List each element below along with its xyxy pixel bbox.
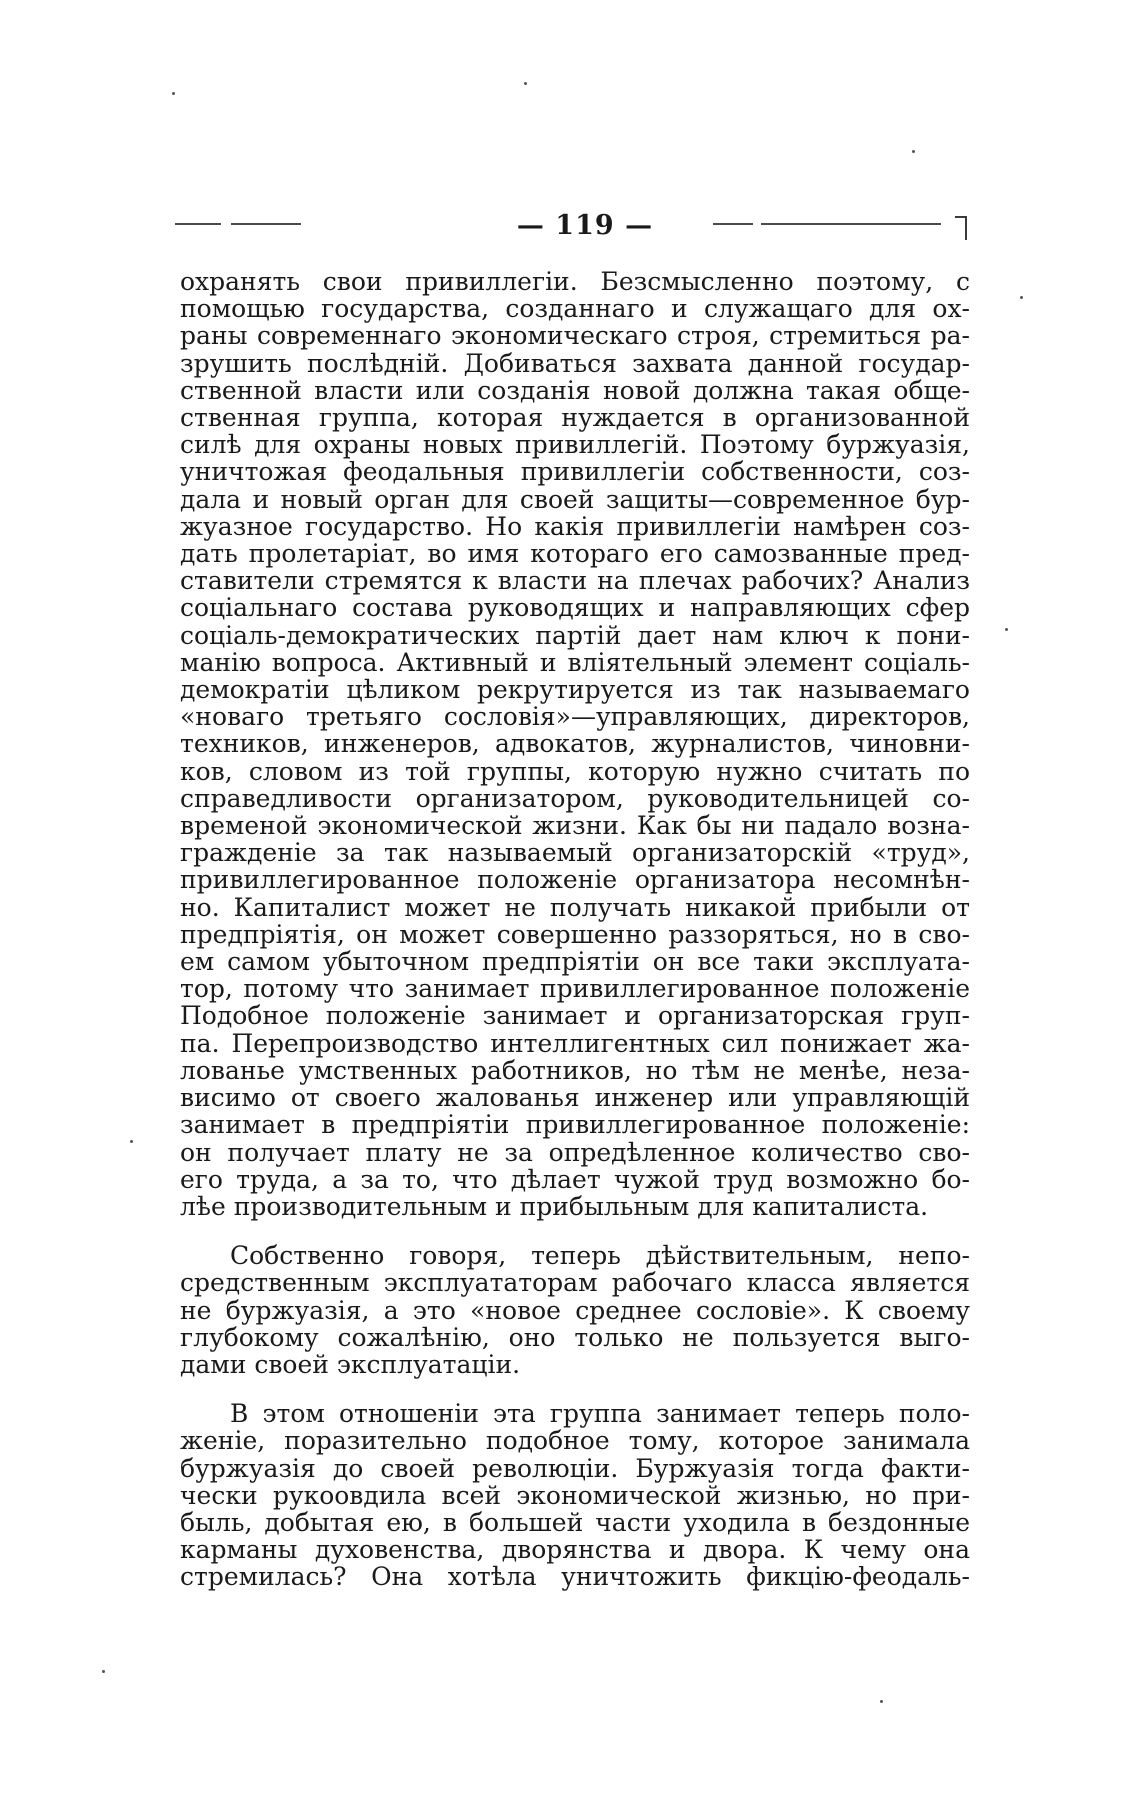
text-line: манію вопроса. Активный и вліятельный элемент соціаль- [180, 647, 970, 677]
header-rule-right [761, 223, 941, 225]
page-number: — 119 — [516, 210, 654, 241]
text-line: предпріятія, он может совершенно раззоряться, но в сво- [180, 919, 970, 949]
text-line: висимо от своего жалованья инженер или управляющій [180, 1083, 970, 1113]
text-line: лованье умственных работников, но тѣм не менѣе, неза- [180, 1055, 970, 1085]
text-line: «новаго третьяго сословія»—управляющих, директоров, [180, 702, 970, 732]
print-speck [912, 150, 915, 153]
running-header [175, 210, 975, 250]
print-speck [172, 92, 175, 95]
text-line: привиллегированное положеніе организатора несомнѣн- [180, 865, 970, 895]
paragraph-gap [180, 1220, 970, 1242]
print-speck [1020, 296, 1023, 299]
header-rule-left [231, 223, 301, 225]
paragraph-1 [180, 268, 970, 1220]
text-line: демократіи цѣликом рекрутируется из так называемаго [180, 675, 970, 705]
print-speck [1005, 628, 1008, 631]
text-line: не буржуазія, а это «новое среднее сословіе». К своему [180, 1295, 970, 1325]
text-line: па. Перепроизводство интеллигентных сил понижает жа- [180, 1028, 970, 1058]
text-line: раны современнаго экономическаго строя, стремиться ра- [180, 321, 970, 351]
header-bracket-mark [955, 216, 967, 240]
text-line: уничтожая феодальныя привиллегіи собственности, соз- [180, 457, 970, 487]
text-line: силѣ для охраны новых привиллегій. Поэтому буржуазія, [180, 430, 970, 460]
header-rule-left [175, 223, 221, 225]
text-line: занимает в предпріятіи привиллегированное положеніе: [180, 1110, 970, 1140]
text-line: средственным эксплуататорам рабочаго класса является [180, 1268, 970, 1298]
text-line: жуазное государство. Но какія привиллегіи намѣрен соз- [180, 511, 970, 541]
text-line: дать пролетаріат, во имя котораго его самозванные пред- [180, 539, 970, 569]
text-line: ставители стремятся к власти на плечах рабочих? Анализ [180, 566, 970, 596]
text-line: лѣе производительным и прибыльным для капиталиста. [180, 1191, 929, 1221]
text-line: дала и новый орган для своей защиты—современное бур- [180, 484, 970, 514]
print-speck [880, 1700, 883, 1703]
text-line: его труда, а за то, что дѣлает чужой труд возможно бо- [180, 1164, 970, 1194]
text-line: ственная группа, которая нуждается в организованной [180, 403, 970, 433]
text-line: техников, инженеров, адвокатов, журналистов, чиновни- [180, 729, 970, 759]
text-line: дами своей эксплуатаціи. [180, 1349, 521, 1379]
paragraph-2 [180, 1242, 970, 1378]
header-rule-right [713, 223, 753, 225]
paragraph-3 [180, 1400, 970, 1590]
text-line: он получает плату не за опредѣленное количество сво- [180, 1137, 970, 1167]
text-line: буржуазія до своей революціи. Буржуазія тогда факти- [180, 1453, 970, 1483]
text-line: гражденіе за так называемый организаторскій «труд», [180, 838, 970, 868]
text-line: помощью государства, созданнаго и служащаго для ох- [180, 294, 970, 324]
text-line: тор, потому что занимает привиллегированное положеніе [180, 974, 970, 1004]
print-speck [524, 82, 527, 85]
text-line: но. Капиталист может не получать никакой прибыли от [180, 892, 970, 922]
text-line: чески рукоовдила всей экономической жизнью, но при- [180, 1480, 970, 1510]
text-line: Собственно говоря, теперь дѣйствительным, непо- [230, 1241, 970, 1271]
text-line: глубокому сожалѣнію, оно только не пользуется выго- [180, 1322, 970, 1352]
text-line: ков, словом из той группы, которую нужно считать по [180, 756, 970, 786]
text-line: карманы духовенства, дворянства и двора. К чему она [180, 1535, 970, 1565]
paragraph-gap [180, 1378, 970, 1400]
text-line: ем самом убыточном предпріятіи он все таки эксплуата- [180, 947, 970, 977]
text-line: охранять свои привиллегіи. Безсмысленно поэтому, с [180, 267, 970, 296]
text-line: ственной власти или созданія новой должна такая обще- [180, 375, 970, 405]
text-line: соціальнаго состава руководящих и направляющих сфер [180, 593, 970, 623]
text-line: женіе, поразительно подобное тому, которое занимала [180, 1426, 970, 1456]
text-line: соціаль-демократических партій дает нам ключ к пони- [180, 620, 970, 650]
print-speck [102, 1670, 105, 1673]
text-line: стремилась? Она хотѣла уничтожить фикцію-феодаль- [180, 1562, 970, 1592]
text-line: В этом отношеніи эта группа занимает теперь поло- [230, 1399, 970, 1429]
text-line: быль, добытая ею, в большей части уходила в бездонные [180, 1507, 970, 1537]
text-line: Подобное положеніе занимает и организаторская груп- [180, 1001, 970, 1031]
text-line: зрушить послѣдній. Добиваться захвата данной государ- [180, 348, 970, 378]
text-line: справедливости организатором, руководительницей со- [180, 783, 970, 813]
body-text [180, 268, 970, 1591]
print-speck [130, 1140, 133, 1143]
text-line: временой экономической жизни. Как бы ни падало возна- [180, 811, 970, 841]
